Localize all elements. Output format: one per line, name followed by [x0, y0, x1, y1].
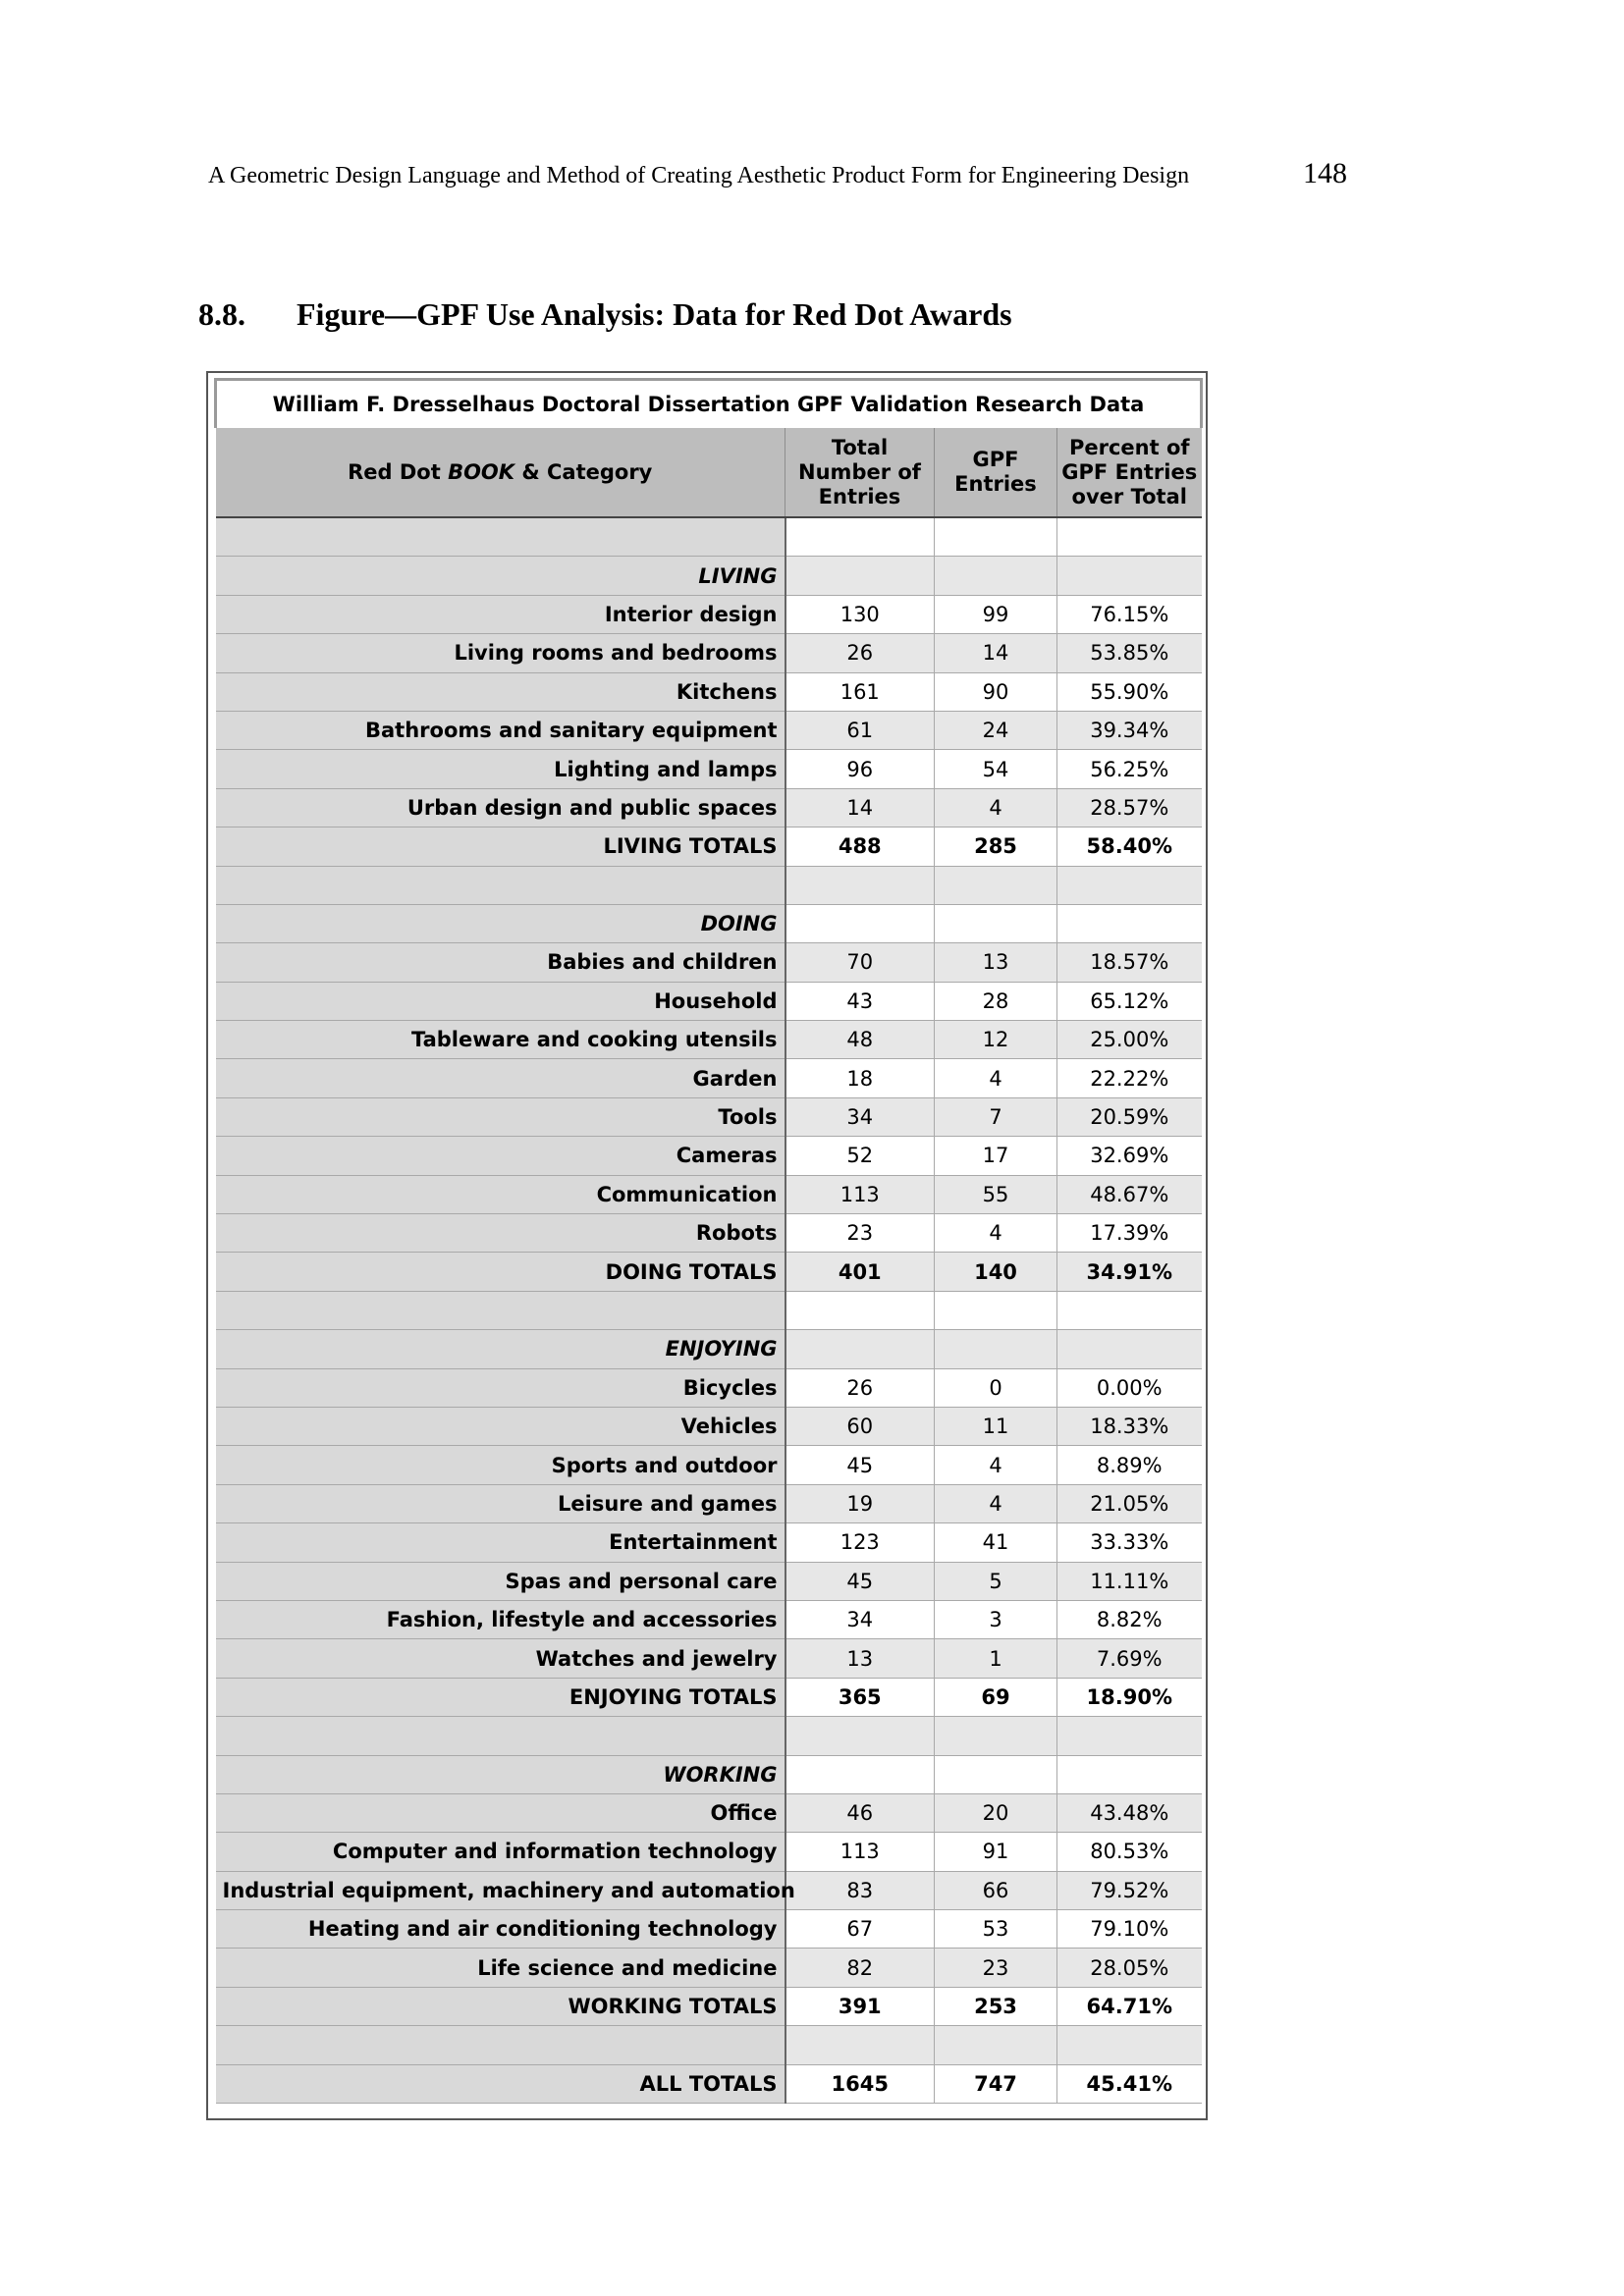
row-label: ENJOYING: [216, 1330, 785, 1368]
row-label: Lighting and lamps: [216, 750, 785, 788]
total-entries-cell: [785, 517, 935, 557]
total-entries-cell: [785, 1330, 935, 1368]
percent-cell: 8.89%: [1057, 1446, 1202, 1484]
percent-cell: 21.05%: [1057, 1484, 1202, 1522]
row-label: Vehicles: [216, 1407, 785, 1445]
table-row: [216, 1021, 1202, 1059]
table-title: William F. Dresselhaus Doctoral Dissertation GPF Validation Research Data: [216, 380, 1202, 429]
table-row: [216, 1446, 1202, 1484]
spacer-row: [216, 517, 1202, 557]
section-row: [216, 1330, 1202, 1368]
gpf-entries-cell: 4: [935, 788, 1057, 827]
row-label: Interior design: [216, 595, 785, 633]
total-entries-cell: [785, 557, 935, 595]
total-entries-cell: 130: [785, 595, 935, 633]
total-entries-cell: 19: [785, 1484, 935, 1522]
row-label: Living rooms and bedrooms: [216, 634, 785, 672]
gpf-entries-cell: 0: [935, 1368, 1057, 1407]
total-entries-cell: 52: [785, 1137, 935, 1175]
total-entries-cell: 83: [785, 1871, 935, 1909]
row-label: Heating and air conditioning technology: [216, 1910, 785, 1949]
gpf-entries-cell: 3: [935, 1600, 1057, 1638]
percent-cell: 45.41%: [1057, 2064, 1202, 2103]
total-entries-cell: 26: [785, 634, 935, 672]
percent-cell: 7.69%: [1057, 1639, 1202, 1678]
gpf-entries-cell: 91: [935, 1833, 1057, 1871]
total-entries-cell: 14: [785, 788, 935, 827]
table-row: [216, 788, 1202, 827]
table-row: [216, 1639, 1202, 1678]
percent-cell: [1057, 1717, 1202, 1755]
gpf-entries-cell: 4: [935, 1059, 1057, 1097]
total-entries-cell: 46: [785, 1793, 935, 1832]
table-row: [216, 1214, 1202, 1253]
table-row: [216, 711, 1202, 749]
gpf-entries-cell: [935, 866, 1057, 904]
section-row: [216, 557, 1202, 595]
gpf-entries-cell: 285: [935, 828, 1057, 866]
gpf-entries-cell: 90: [935, 672, 1057, 711]
total-entries-cell: 43: [785, 982, 935, 1020]
row-label: [216, 1291, 785, 1329]
gpf-entries-cell: 14: [935, 634, 1057, 672]
running-title: A Geometric Design Language and Method of Creating Aesthetic Product Form for Engineering Design: [208, 163, 1190, 188]
table-row: [216, 595, 1202, 633]
totals-row: [216, 1987, 1202, 2025]
percent-cell: [1057, 904, 1202, 942]
row-label: Computer and information technology: [216, 1833, 785, 1871]
row-label: Tools: [216, 1097, 785, 1136]
col-header-category-em: BOOK: [448, 459, 515, 484]
total-entries-cell: 161: [785, 672, 935, 711]
gpf-entries-cell: 5: [935, 1562, 1057, 1600]
gpf-entries-cell: 24: [935, 711, 1057, 749]
percent-cell: 17.39%: [1057, 1214, 1202, 1253]
gpf-entries-cell: 53: [935, 1910, 1057, 1949]
total-entries-cell: 401: [785, 1253, 935, 1291]
percent-cell: [1057, 517, 1202, 557]
col-header-pct-l1: Percent of: [1068, 435, 1190, 459]
percent-cell: [1057, 866, 1202, 904]
row-label: Entertainment: [216, 1523, 785, 1562]
total-entries-cell: [785, 866, 935, 904]
percent-cell: 53.85%: [1057, 634, 1202, 672]
gpf-entries-cell: 12: [935, 1021, 1057, 1059]
table-row: [216, 1407, 1202, 1445]
col-header-total-l1: Total: [831, 435, 889, 459]
table-row: [216, 1833, 1202, 1871]
row-label: WORKING: [216, 1755, 785, 1793]
gpf-entries-cell: [935, 1291, 1057, 1329]
percent-cell: [1057, 1291, 1202, 1329]
row-label: Life science and medicine: [216, 1949, 785, 1987]
col-header-gpf: [935, 428, 1057, 517]
gpf-entries-cell: 23: [935, 1949, 1057, 1987]
gpf-entries-cell: 99: [935, 595, 1057, 633]
total-entries-cell: 365: [785, 1678, 935, 1716]
total-entries-cell: 488: [785, 828, 935, 866]
gpf-entries-cell: [935, 904, 1057, 942]
col-header-percent: [1057, 428, 1202, 517]
total-entries-cell: 34: [785, 1600, 935, 1638]
totals-row: [216, 1253, 1202, 1291]
table-row: [216, 1793, 1202, 1832]
gpf-entries-cell: 747: [935, 2064, 1057, 2103]
row-label: ALL TOTALS: [216, 2064, 785, 2103]
spacer-row: [216, 1717, 1202, 1755]
total-entries-cell: 82: [785, 1949, 935, 1987]
row-label: Garden: [216, 1059, 785, 1097]
col-header-total: [785, 428, 935, 517]
gpf-entries-cell: 11: [935, 1407, 1057, 1445]
percent-cell: 56.25%: [1057, 750, 1202, 788]
percent-cell: 22.22%: [1057, 1059, 1202, 1097]
table-row: [216, 1175, 1202, 1213]
table-body: [216, 517, 1202, 2104]
total-entries-cell: 113: [785, 1833, 935, 1871]
table-row: [216, 1484, 1202, 1522]
gpf-entries-cell: 69: [935, 1678, 1057, 1716]
col-header-category-suffix: & Category: [514, 459, 653, 484]
row-label: DOING: [216, 904, 785, 942]
gpf-entries-cell: 13: [935, 943, 1057, 982]
total-entries-cell: [785, 1717, 935, 1755]
percent-cell: 18.33%: [1057, 1407, 1202, 1445]
total-entries-cell: 34: [785, 1097, 935, 1136]
gpf-entries-cell: 1: [935, 1639, 1057, 1678]
section-number: 8.8.: [198, 296, 245, 332]
total-entries-cell: 23: [785, 1214, 935, 1253]
gpf-entries-cell: 4: [935, 1484, 1057, 1522]
table-row: [216, 634, 1202, 672]
col-header-total-l3: Entries: [818, 484, 901, 508]
table-row: [216, 672, 1202, 711]
row-label: ENJOYING TOTALS: [216, 1678, 785, 1716]
table-row: [216, 1871, 1202, 1909]
page-number: 148: [1303, 157, 1347, 189]
table-row: [216, 1600, 1202, 1638]
percent-cell: 33.33%: [1057, 1523, 1202, 1562]
table-frame: [206, 371, 1208, 2120]
total-entries-cell: [785, 2026, 935, 2064]
column-header-row: [216, 428, 1202, 517]
percent-cell: 76.15%: [1057, 595, 1202, 633]
gpf-entries-cell: 253: [935, 1987, 1057, 2025]
row-label: Bathrooms and sanitary equipment: [216, 711, 785, 749]
table-row: [216, 1562, 1202, 1600]
row-label: Watches and jewelry: [216, 1639, 785, 1678]
table-row: [216, 982, 1202, 1020]
gpf-entries-cell: [935, 557, 1057, 595]
row-label: WORKING TOTALS: [216, 1987, 785, 2025]
gpf-entries-cell: 54: [935, 750, 1057, 788]
gpf-entries-cell: [935, 1717, 1057, 1755]
total-entries-cell: 48: [785, 1021, 935, 1059]
section-row: [216, 1755, 1202, 1793]
row-label: Kitchens: [216, 672, 785, 711]
spacer-row: [216, 2026, 1202, 2064]
gpf-entries-cell: [935, 1755, 1057, 1793]
percent-cell: 48.67%: [1057, 1175, 1202, 1213]
total-entries-cell: 60: [785, 1407, 935, 1445]
spacer-row: [216, 1291, 1202, 1329]
col-header-total-l2: Number of: [798, 459, 921, 484]
table-row: [216, 1059, 1202, 1097]
percent-cell: [1057, 1330, 1202, 1368]
row-label: Office: [216, 1793, 785, 1832]
percent-cell: 0.00%: [1057, 1368, 1202, 1407]
total-entries-cell: 391: [785, 1987, 935, 2025]
percent-cell: 32.69%: [1057, 1137, 1202, 1175]
section-row: [216, 904, 1202, 942]
spacer-row: [216, 866, 1202, 904]
percent-cell: 80.53%: [1057, 1833, 1202, 1871]
total-entries-cell: 45: [785, 1446, 935, 1484]
totals-row: [216, 2064, 1202, 2103]
row-label: Urban design and public spaces: [216, 788, 785, 827]
percent-cell: 20.59%: [1057, 1097, 1202, 1136]
row-label: DOING TOTALS: [216, 1253, 785, 1291]
table-row: [216, 1523, 1202, 1562]
row-label: [216, 2026, 785, 2064]
total-entries-cell: 1645: [785, 2064, 935, 2103]
percent-cell: 11.11%: [1057, 1562, 1202, 1600]
total-entries-cell: 96: [785, 750, 935, 788]
row-label: Industrial equipment, machinery and automation: [216, 1871, 785, 1909]
gpf-entries-cell: 28: [935, 982, 1057, 1020]
gpf-entries-cell: [935, 2026, 1057, 2064]
total-entries-cell: 26: [785, 1368, 935, 1407]
row-label: Cameras: [216, 1137, 785, 1175]
gpf-entries-cell: 20: [935, 1793, 1057, 1832]
total-entries-cell: 113: [785, 1175, 935, 1213]
gpf-entries-cell: 4: [935, 1446, 1057, 1484]
total-entries-cell: 61: [785, 711, 935, 749]
percent-cell: 39.34%: [1057, 711, 1202, 749]
percent-cell: 34.91%: [1057, 1253, 1202, 1291]
percent-cell: 8.82%: [1057, 1600, 1202, 1638]
row-label: Communication: [216, 1175, 785, 1213]
table-row: [216, 1097, 1202, 1136]
gpf-entries-cell: 41: [935, 1523, 1057, 1562]
table-row: [216, 1910, 1202, 1949]
percent-cell: 18.57%: [1057, 943, 1202, 982]
percent-cell: 55.90%: [1057, 672, 1202, 711]
gpf-entries-cell: 55: [935, 1175, 1057, 1213]
col-header-pct-l3: over Total: [1071, 484, 1187, 508]
row-label: Bicycles: [216, 1368, 785, 1407]
section-heading: [198, 296, 1012, 333]
col-header-pct-l2: GPF Entries: [1061, 459, 1198, 484]
total-entries-cell: 70: [785, 943, 935, 982]
row-label: Household: [216, 982, 785, 1020]
percent-cell: 28.57%: [1057, 788, 1202, 827]
totals-row: [216, 828, 1202, 866]
percent-cell: 64.71%: [1057, 1987, 1202, 2025]
row-label: LIVING: [216, 557, 785, 595]
total-entries-cell: [785, 1291, 935, 1329]
percent-cell: 18.90%: [1057, 1678, 1202, 1716]
total-entries-cell: 123: [785, 1523, 935, 1562]
table-row: [216, 750, 1202, 788]
percent-cell: 58.40%: [1057, 828, 1202, 866]
row-label: [216, 517, 785, 557]
table-row: [216, 1949, 1202, 1987]
table-row: [216, 943, 1202, 982]
running-header: [208, 157, 1347, 190]
total-entries-cell: 13: [785, 1639, 935, 1678]
row-label: Tableware and cooking utensils: [216, 1021, 785, 1059]
total-entries-cell: 18: [785, 1059, 935, 1097]
table-row: [216, 1368, 1202, 1407]
percent-cell: 43.48%: [1057, 1793, 1202, 1832]
percent-cell: 79.10%: [1057, 1910, 1202, 1949]
total-entries-cell: 67: [785, 1910, 935, 1949]
gpf-entries-cell: [935, 517, 1057, 557]
section-title: Figure—GPF Use Analysis: Data for Red Dot Awards: [297, 296, 1012, 332]
percent-cell: 28.05%: [1057, 1949, 1202, 1987]
gpf-entries-cell: 140: [935, 1253, 1057, 1291]
totals-row: [216, 1678, 1202, 1716]
gpf-data-table: [214, 378, 1203, 2104]
total-entries-cell: [785, 904, 935, 942]
row-label: Sports and outdoor: [216, 1446, 785, 1484]
percent-cell: [1057, 2026, 1202, 2064]
percent-cell: 65.12%: [1057, 982, 1202, 1020]
col-header-gpf-l2: Entries: [954, 472, 1037, 496]
col-header-gpf-l1: GPF: [972, 448, 1019, 471]
row-label: Spas and personal care: [216, 1562, 785, 1600]
gpf-entries-cell: 7: [935, 1097, 1057, 1136]
gpf-entries-cell: 66: [935, 1871, 1057, 1909]
percent-cell: 79.52%: [1057, 1871, 1202, 1909]
gpf-entries-cell: 17: [935, 1137, 1057, 1175]
table-row: [216, 1137, 1202, 1175]
percent-cell: [1057, 557, 1202, 595]
row-label: LIVING TOTALS: [216, 828, 785, 866]
total-entries-cell: 45: [785, 1562, 935, 1600]
gpf-entries-cell: 4: [935, 1214, 1057, 1253]
row-label: [216, 1717, 785, 1755]
row-label: Fashion, lifestyle and accessories: [216, 1600, 785, 1638]
percent-cell: [1057, 1755, 1202, 1793]
col-header-category: [216, 428, 785, 517]
total-entries-cell: [785, 1755, 935, 1793]
row-label: Leisure and games: [216, 1484, 785, 1522]
col-header-category-prefix: Red Dot: [348, 459, 449, 484]
row-label: Babies and children: [216, 943, 785, 982]
row-label: [216, 866, 785, 904]
gpf-entries-cell: [935, 1330, 1057, 1368]
row-label: Robots: [216, 1214, 785, 1253]
percent-cell: 25.00%: [1057, 1021, 1202, 1059]
